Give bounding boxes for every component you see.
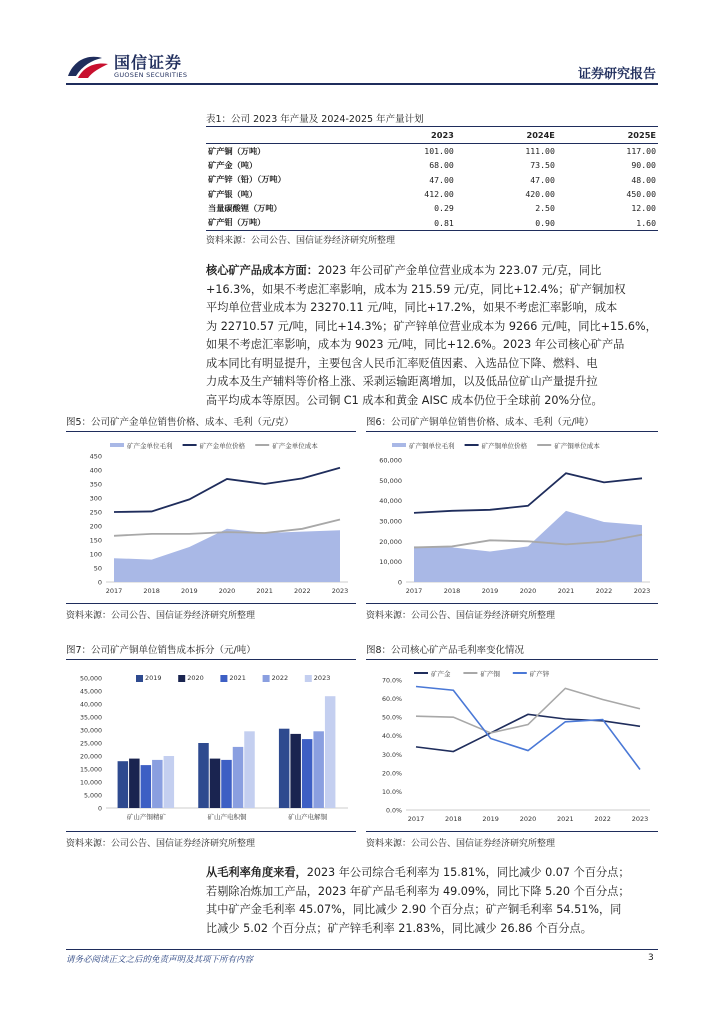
legend-swatch: [305, 675, 312, 682]
fig7-title: 图7：公司矿产铜单位销售成本拆分（元/吨）: [66, 645, 256, 656]
para-line: 如果不考虑汇率影响，成本为 9023 元/吨，同比+12.6%。2023 年公司核心矿产品: [206, 338, 625, 351]
x-tick-label: 2017: [105, 587, 123, 595]
cell-2024: 47.00: [530, 174, 555, 185]
y-tick-label: 50,000: [79, 675, 102, 683]
fig5-title: 图5：公司矿产金单位销售价格、成本、毛利（元/克）: [66, 417, 294, 428]
cell-2025: 12.00: [631, 203, 656, 214]
y-tick-label: 0: [97, 805, 102, 813]
legend-swatch: [263, 675, 270, 682]
legend-label: 2021: [229, 674, 246, 682]
x-tick-label: 2019: [181, 587, 198, 595]
x-tick-label: 2023: [633, 587, 651, 595]
x-tick-label: 2023: [631, 815, 649, 823]
fig6-title: 图6：公司矿产铜单位销售价格、成本、毛利（元/吨）: [366, 417, 594, 428]
y-tick-label: 250: [89, 508, 102, 517]
cell-2024: 0.90: [456, 215, 557, 230]
table-row: [206, 215, 658, 230]
y-tick-label: 20.0%: [381, 770, 402, 778]
area-series: [114, 529, 340, 582]
fig8-rule-bottom: [366, 831, 658, 832]
legend-label: 2023: [313, 674, 331, 682]
y-tick-label: 50.0%: [381, 714, 402, 722]
fig6-rule-bottom: [366, 603, 658, 604]
para-text: 2023 年公司矿产金单位营业成本为 223.07 元/克，同比: [317, 264, 602, 277]
cell-2023: 68.00: [429, 160, 454, 171]
bar: [244, 731, 255, 808]
fig5-source: 资料来源：公司公告、国信证券经济研究所整理: [66, 611, 256, 621]
row-label: 矿产金（吨）: [208, 159, 258, 170]
line-series: [416, 714, 640, 751]
y-tick-label: 5,000: [83, 792, 102, 800]
page-number: 3: [648, 953, 654, 963]
row-label: 矿产银（吨）: [208, 188, 258, 199]
cell-2023: 0.81: [355, 215, 456, 230]
x-tick-label: 2018: [445, 815, 462, 823]
fig7-chart: [66, 662, 356, 830]
table-header-cell: 2024E: [456, 127, 557, 144]
y-tick-label: 10,000: [79, 779, 102, 787]
bar: [313, 731, 324, 808]
bar: [164, 756, 175, 808]
brand-cn: 国信证券: [114, 53, 183, 72]
y-tick-label: 70.0%: [381, 677, 402, 685]
legend-label: 矿产锌: [529, 670, 550, 678]
fig6-rule: [366, 431, 658, 432]
table-row: [206, 201, 658, 215]
fig7-rule-bottom: [66, 831, 356, 832]
y-tick-label: 10.0%: [381, 788, 402, 796]
para-text: 2023 年公司综合毛利率为 15.81%，同比减少 0.07 个百分点；: [306, 866, 630, 879]
table1-source: 资料来源：公司公告、国信证券经济研究所整理: [206, 236, 396, 246]
y-tick-label: 30.0%: [381, 751, 402, 759]
bar: [152, 760, 163, 808]
y-tick-label: 10,000: [379, 558, 402, 567]
row-label: 矿产钼（万吨）: [206, 215, 355, 230]
line-series: [416, 687, 640, 770]
para-lead: 从毛利率角度来看，: [206, 866, 307, 879]
footer-disclaimer: 请务必阅读正文之后的免责声明及其项下所有内容: [66, 955, 254, 965]
x-tick-label: 2021: [557, 815, 574, 823]
table-row: [206, 158, 658, 172]
fig6-chart: [366, 434, 658, 602]
y-tick-label: 450: [89, 452, 102, 461]
brand-en: GUOSEN SECURITIES: [114, 71, 188, 79]
y-tick-label: 0: [97, 578, 102, 587]
fig5-rule: [66, 431, 356, 432]
y-tick-label: 150: [89, 536, 102, 545]
y-tick-label: 30,000: [79, 727, 102, 735]
legend-swatch: [110, 443, 124, 447]
table-row: [206, 187, 658, 201]
y-tick-label: 40,000: [79, 701, 102, 709]
para-line: 比减少 5.02 个百分点；矿产锌毛利率 21.83%，同比减少 26.86 个百分点。: [206, 921, 592, 935]
cell-2025: 450.00: [626, 189, 656, 200]
para-lead: 核心矿产品成本方面：: [206, 264, 318, 277]
fig5-chart: [66, 434, 356, 602]
margin-paragraph: [206, 864, 658, 938]
x-tick-label: 2019: [481, 587, 499, 595]
y-tick-label: 20,000: [379, 537, 402, 546]
para-line: +16.3%，如果不考虑汇率影响，成本为 215.59 元/克，同比+12.4%；矿产铜加权: [206, 282, 626, 296]
para-line: 为 22710.57 元/吨，同比+14.3%；矿产锌单位营业成本为 9266 元/吨，同比+15.6%，: [206, 319, 657, 333]
table-header-cell: 2023: [355, 127, 456, 144]
x-tick-label: 2020: [218, 587, 236, 595]
cell-2023: 412.00: [424, 189, 454, 200]
line-series: [416, 688, 640, 733]
y-tick-label: 60,000: [379, 456, 402, 465]
x-tick-label: 2021: [256, 587, 273, 595]
y-tick-label: 20,000: [79, 753, 102, 761]
row-label: 矿产锌（铅）（万吨）: [208, 174, 286, 185]
y-tick-label: 40.0%: [381, 733, 402, 741]
header-divider: [66, 83, 658, 85]
legend-label: 矿产金单位价格: [199, 442, 246, 450]
legend-label: 矿产金: [431, 670, 451, 678]
cell-2024: 111.00: [525, 146, 555, 157]
cell-2024: 420.00: [525, 189, 555, 200]
bar: [129, 759, 140, 808]
cell-2024: 73.50: [530, 160, 555, 171]
cell-2023: 0.29: [434, 203, 454, 214]
x-tick-label: 2020: [519, 587, 537, 595]
fig7-rule: [66, 659, 356, 660]
bar: [279, 729, 290, 808]
legend-label: 矿产铜: [480, 670, 500, 678]
guosen-logo-icon: [66, 50, 110, 80]
y-tick-label: 100: [89, 550, 102, 559]
x-tick-label: 矿山产电积铜: [207, 813, 247, 821]
y-tick-label: 50,000: [379, 476, 402, 485]
y-tick-label: 0: [397, 578, 402, 587]
legend-label: 矿产铜单位价格: [481, 442, 528, 450]
fig8-source: 资料来源：公司公告、国信证券经济研究所整理: [366, 839, 556, 849]
logo: [66, 48, 206, 82]
production-table: [206, 126, 658, 231]
para-line: [206, 864, 658, 883]
fig7-source: 资料来源：公司公告、国信证券经济研究所整理: [66, 839, 256, 849]
x-tick-label: 2017: [405, 587, 423, 595]
report-type: 证券研究报告: [578, 67, 657, 82]
row-label: 矿产铜（万吨）: [208, 145, 266, 156]
table1-caption: 表1：公司 2023 年产量及 2024-2025 年产量计划: [206, 114, 424, 125]
para-line: 其中矿产金毛利率 45.07%，同比减少 2.90 个百分点；矿产铜毛利率 54.51%，同: [206, 903, 622, 916]
cell-2025: 1.60: [557, 215, 658, 230]
legend-label: 矿产金单位成本: [272, 442, 318, 450]
legend-swatch: [136, 675, 143, 682]
x-tick-label: 2021: [557, 587, 575, 595]
line-series: [114, 468, 340, 512]
x-tick-label: 2022: [294, 587, 311, 595]
cell-2024: 2.50: [535, 203, 555, 214]
para-line: 高平均成本等原因。公司铜 C1 成本和黄金 AISC 成本仍位于全球前 20%分位。: [206, 393, 603, 407]
para-line: [206, 262, 658, 281]
bar: [210, 759, 221, 808]
bar: [198, 743, 209, 808]
x-tick-label: 2019: [482, 815, 499, 823]
cell-2025: 48.00: [631, 174, 656, 185]
bar: [141, 765, 152, 808]
y-tick-label: 50: [93, 564, 102, 573]
para-line: 成本同比有明显提升，主要包含人民币汇率贬值因素、入选品位下降、燃料、电: [206, 356, 598, 370]
table-row: [206, 173, 658, 187]
cell-2025: 117.00: [626, 146, 656, 157]
x-tick-label: 2022: [594, 815, 611, 823]
legend-label: 2020: [187, 674, 204, 682]
legend-swatch: [392, 443, 406, 447]
table-row: [206, 144, 658, 159]
table-header-cell: 2025E: [557, 127, 658, 144]
row-label: 当量碳酸锂（万吨）: [208, 202, 282, 213]
bar: [290, 734, 301, 808]
y-tick-label: 15,000: [79, 766, 102, 774]
para-line: 力成本及生产辅料等价格上涨、采剥运输距离增加，以及低品位矿山产量提升拉: [206, 375, 598, 388]
fig8-rule: [366, 659, 658, 660]
legend-swatch: [178, 675, 185, 682]
legend-label: 矿产铜单位成本: [554, 442, 600, 450]
cell-2023: 101.00: [424, 146, 454, 157]
y-tick-label: 0.0%: [386, 807, 402, 815]
fig8-chart: [366, 662, 658, 830]
para-line: 平均单位营业成本为 23270.11 元/吨，同比+17.2%，如果不考虑汇率影响，成本: [206, 301, 618, 314]
bar: [302, 739, 313, 808]
y-tick-label: 45,000: [79, 688, 102, 696]
line-series: [414, 473, 642, 513]
y-tick-label: 25,000: [79, 740, 102, 748]
x-tick-label: 矿山产电解铜: [288, 813, 328, 821]
x-tick-label: 2018: [143, 587, 160, 595]
cost-paragraph: [206, 262, 658, 410]
bar: [325, 696, 336, 808]
footer-divider: [66, 949, 658, 950]
legend-label: 2022: [271, 674, 289, 682]
legend-label: 2019: [145, 674, 162, 682]
legend-label: 矿产金单位毛利: [127, 442, 173, 450]
y-tick-label: 400: [89, 466, 102, 475]
y-tick-label: 35,000: [79, 714, 102, 722]
para-line: 若剔除冶炼加工产品，2023 年矿产品毛利率为 49.09%，同比下降 5.20 个百分点；: [206, 884, 630, 898]
y-tick-label: 200: [89, 522, 102, 531]
fig8-title: 图8：公司核心矿产品毛利率变化情况: [366, 645, 525, 656]
y-tick-label: 30,000: [379, 517, 402, 526]
x-tick-label: 2017: [407, 815, 425, 823]
table-header-row: [206, 127, 658, 144]
fig6-source: 资料来源：公司公告、国信证券经济研究所整理: [366, 611, 556, 621]
x-tick-label: 2023: [331, 587, 349, 595]
x-tick-label: 2020: [519, 815, 537, 823]
y-tick-label: 350: [89, 480, 102, 489]
legend-label: 矿产铜单位毛利: [409, 442, 455, 450]
cell-2023: 47.00: [429, 174, 454, 185]
bar: [233, 747, 244, 808]
cell-2025: 90.00: [631, 160, 656, 171]
x-tick-label: 2022: [595, 587, 613, 595]
x-tick-label: 矿山产铜精矿: [126, 813, 166, 821]
y-tick-label: 60.0%: [381, 696, 402, 704]
table-header-cell: [206, 127, 355, 144]
y-tick-label: 40,000: [379, 497, 402, 506]
legend-swatch: [220, 675, 227, 682]
y-tick-label: 300: [89, 494, 102, 503]
x-tick-label: 2018: [443, 587, 461, 595]
fig5-rule-bottom: [66, 603, 356, 604]
bar: [221, 760, 232, 808]
bar: [118, 761, 129, 808]
